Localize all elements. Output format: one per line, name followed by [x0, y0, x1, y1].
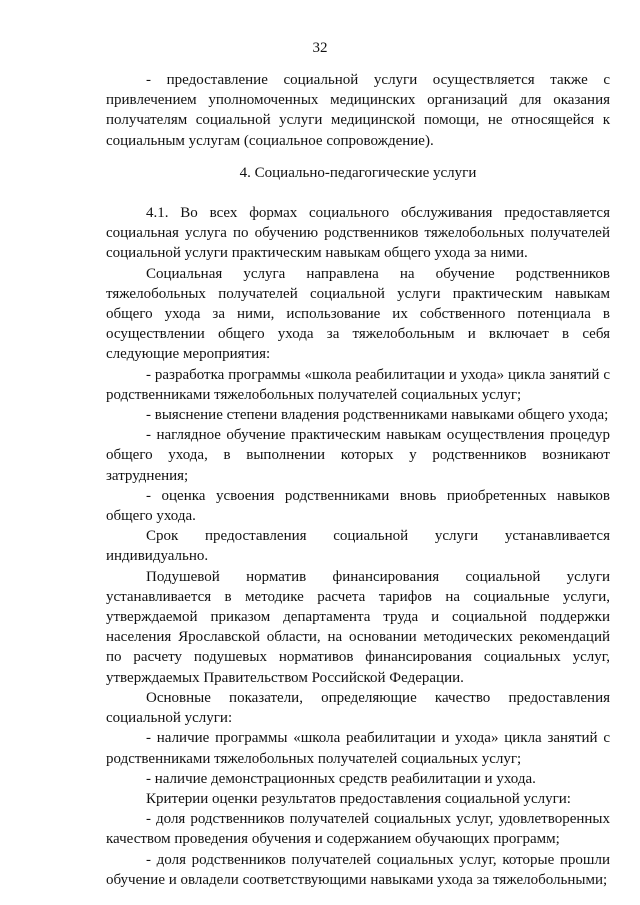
paragraph: Основные показатели, определяющие качество предоставления социальной услуги:	[106, 689, 610, 727]
paragraph: Подушевой норматив финансирования социальной услуги устанавливается в методике расчета тарифов на социальные услуги, утверждаемой приказом департамента труда и социальной поддержки населения Ярославской области, на основании методических рекомендаций по расчету подушевых нормативов финансирования социальных услуг, утверждаемых Правительством Российской Федерации.	[106, 568, 610, 686]
body-text	[106, 70, 610, 890]
list-item: - доля родственников получателей социальных услуг, удовлетворенных качеством проведения обучения и содержанием обучающих программ;	[106, 811, 610, 848]
paragraph: Срок предоставления социальной услуги устанавливается индивидуально.	[106, 528, 610, 565]
list-item: - наглядное обучение практическим навыкам осуществления процедур общего ухода, в выполнении которых у родственников возникают затруднения;	[106, 427, 610, 484]
list-item: - разработка программы «школа реабилитации и ухода» цикла занятий с родственниками тяжелобольных получателей социальных услуг;	[106, 366, 610, 403]
page-number: 32	[312, 40, 328, 56]
list-item: - выяснение степени владения родственниками навыками общего ухода;	[146, 407, 609, 424]
list-item: - доля родственников получателей социальных услуг, которые прошли обучение и овладели соответствующими навыками ухода за тяжелобольными;	[106, 851, 610, 888]
list-item: - наличие программы «школа реабилитации и ухода» цикла занятий с родственниками тяжелобольных получателей социальных услуг;	[106, 730, 610, 767]
paragraph: Социальная услуга направлена на обучение родственников тяжелобольных получателей социальной услуги практическим навыкам общего ухода за ними, использование их собственного потенциала в осуществлении общего ухода за тяжелобольным и включает в себя следующие мероприятия:	[106, 265, 610, 363]
paragraph: 4.1. Во всех формах социального обслуживания предоставляется социальная услуга по обучению родственников тяжелобольных получателей социальной услуги практическим навыкам общего ухода за ними.	[106, 205, 610, 262]
list-item: - оценка усвоения родственниками вновь приобретенных навыков общего ухода.	[106, 487, 610, 525]
paragraph: Критерии оценки результатов предоставления социальной услуги:	[146, 790, 571, 807]
list-item: - наличие демонстрационных средств реабилитации и ухода.	[146, 770, 536, 787]
section-heading: 4. Социально-педагогические услуги	[239, 164, 477, 181]
paragraph: - предоставление социальной услуги осуществляется также с привлечением уполномоченных медицинских организаций для оказания получателям социальной услуги медицинской помощи, не относящейся к социальным услугам (социальное сопровождение).	[106, 72, 610, 149]
